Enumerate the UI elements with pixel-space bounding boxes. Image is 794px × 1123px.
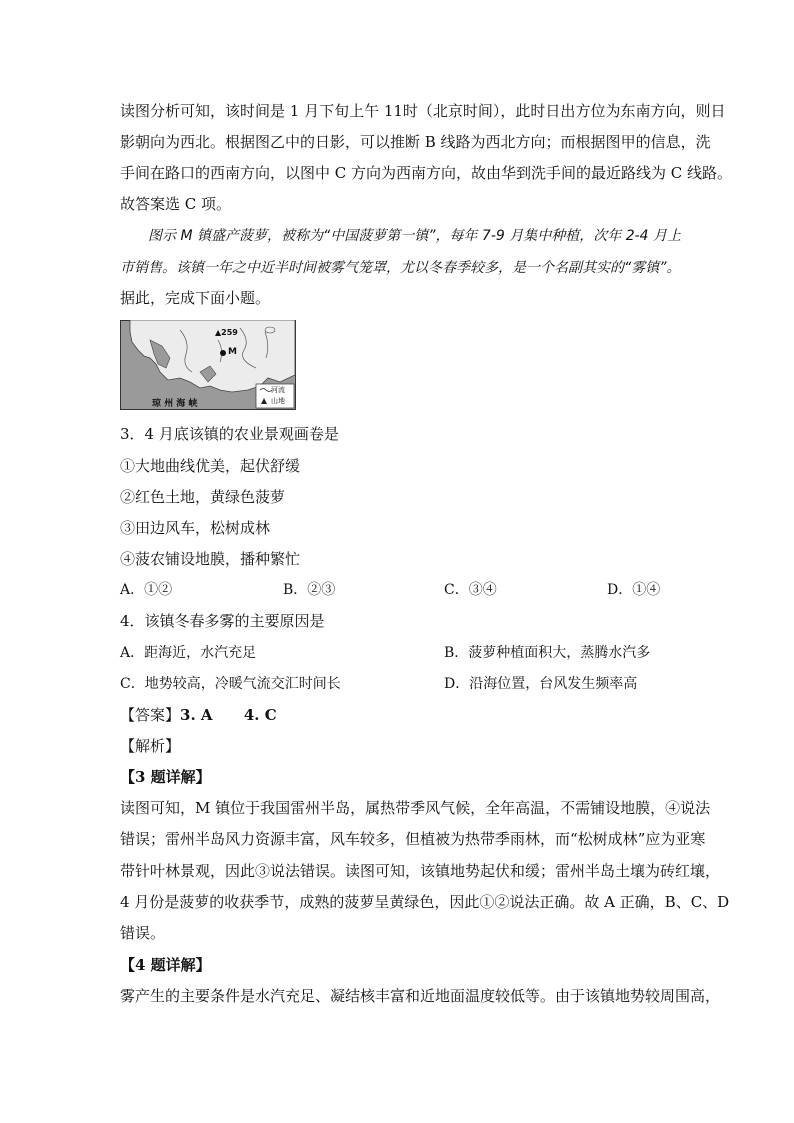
legend-river-label: 河流 [271, 386, 285, 394]
detail-4-line-1: 雾产生的主要条件是水汽充足、凝结核丰富和近地面温度较低等。由于该镇地势较周围高， [120, 987, 721, 1005]
town-label: M [228, 347, 237, 357]
detail-3-line-3: 带针叶林景观，因此③说法错误。读图可知，该镇地势起伏和缓；雷州半岛土壤为砖红壤， [120, 862, 721, 880]
legend-mountain-label: 山地 [271, 397, 285, 405]
q3-option-b: B．②③ [283, 582, 336, 598]
q3-option-a: A．①② [120, 582, 173, 598]
answer-label: 【答案】 [120, 706, 181, 724]
detail-3-line-2: 错误；雷州半岛风力资源丰富，风车较多，但植被为热带季雨林，而“松树成林”应为亚寒 [120, 830, 706, 848]
answer-value: 3. A 4. C [180, 706, 277, 724]
intro-line-2: 市销售。该镇一年之中近半时间被雾气笼罩，尤以冬春季较多，是一个名副其实的“雾镇”。 [120, 260, 681, 276]
para1-line-3: 手间在路口的西南方向，以图中 C 方向为西南方向，故由华到洗手间的最近路线为 C 线路。 [120, 164, 733, 182]
q4-option-a: A．距海近，水汽充足 [120, 645, 257, 661]
detail-4-label: 【4 题详解】 [120, 956, 211, 974]
intro-line-1: 图示 M 镇盛产菠萝，被称为“中国菠萝第一镇”，每年 7-9 月集中种植，次年 2-4 月上 [148, 228, 682, 244]
strait-label: 琼 州 海 峡 [152, 399, 198, 409]
detail-3-line-4: 4 月份是菠萝的收获季节，成熟的菠萝呈黄绿色，因此①②说法正确。故 A 正确，B、C、D [120, 893, 730, 911]
q3-item-2: ②红色土地，黄绿色菠萝 [120, 488, 286, 506]
detail-3-line-1: 读图可知，M 镇位于我国雷州半岛，属热带季风气候，全年高温，不需铺设地膜，④说法 [120, 799, 711, 817]
para1-line-4: 故答案选 C 项。 [120, 195, 232, 213]
detail-3-label: 【3 题详解】 [120, 768, 211, 786]
map-figure [120, 320, 296, 410]
q4-stem: 4．该镇冬春多雾的主要原因是 [120, 612, 325, 630]
q3-item-4: ④菠农铺设地膜，播种繁忙 [120, 550, 301, 568]
q4-option-b: B．菠萝种植面积大，蒸腾水汽多 [444, 645, 651, 661]
peak-label: ▲259 [215, 328, 238, 337]
q3-option-d: D．①④ [607, 582, 661, 598]
answer-line [120, 705, 680, 725]
q3-option-c: C．③④ [444, 582, 497, 598]
q4-option-c: C．地势较高，冷暖气流交汇时间长 [120, 676, 341, 692]
para1-line-1: 读图分析可知，该时间是 1 月下旬上午 11时（北京时间），此时日出方位为东南方向，则日 [120, 102, 726, 120]
town-dot [220, 350, 226, 356]
q3-stem: 3．4 月底该镇的农业景观画卷是 [120, 425, 339, 443]
q4-option-d: D．沿海位置，台风发生频率高 [444, 676, 638, 692]
q3-item-1: ①大地曲线优美，起伏舒缓 [120, 457, 301, 475]
intro-line-3: 据此，完成下面小题。 [120, 289, 271, 307]
q3-item-3: ③田边风车，松树成林 [120, 519, 271, 537]
detail-3-line-5: 错误。 [120, 924, 166, 942]
analysis-label: 【解析】 [120, 737, 181, 755]
para1-line-2: 影朝向为西北。根据图乙中的日影，可以推断 B 线路为西北方向；而根据图甲的信息，洗 [120, 133, 711, 151]
